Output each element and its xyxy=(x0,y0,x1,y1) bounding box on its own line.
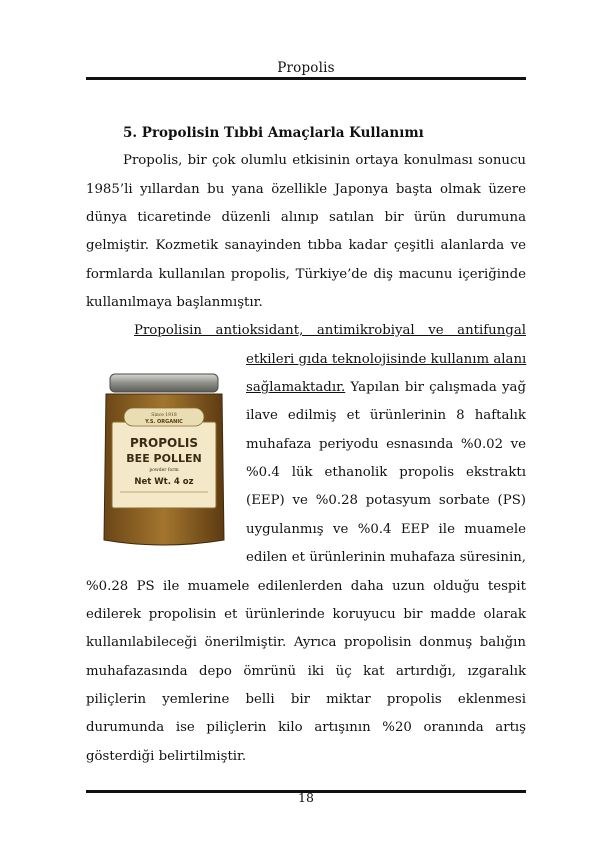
jar-brand: Y.S. ORGANIC xyxy=(145,419,183,425)
paragraph-line: edilen et ürünlerinin muhafaza süresinin, xyxy=(246,550,526,565)
jar-weight: Net Wt. 4 oz xyxy=(134,477,194,487)
paragraph-line: piliçlerin yemlerine belli bir miktar propolis eklenmesi xyxy=(86,692,526,707)
paragraph-line: formlarda kullanılan propolis, Türkiye’de diş macunu içeriğinde xyxy=(86,267,526,282)
paragraph-text: Yapılan bir çalışmada yağ xyxy=(345,380,526,395)
propolis-jar-image xyxy=(100,372,228,550)
paragraph-line: 1985’li yıllardan bu yana özellikle Japonya başta olmak üzere xyxy=(86,182,526,197)
paragraph-line: %0.28 PS ile muamele edilenlerden daha uzun olduğu tespit xyxy=(86,579,526,594)
section-heading: 5. Propolisin Tıbbi Amaçlarla Kullanımı xyxy=(123,125,424,141)
paragraph-line: gelmiştir. Kozmetik sanayinden tıbba kadar çeşitli alanlarda ve xyxy=(86,238,526,253)
jar-product-line1: PROPOLIS xyxy=(130,436,198,450)
paragraph-line-underlined: etkileri gıda teknolojisinde kullanım alanı xyxy=(246,352,527,367)
paragraph-line: durumunda ise piliçlerin kilo artışının %20 oranında artış xyxy=(86,720,526,735)
paragraph-line: %0.4 lük ethanolik propolis ekstraktı xyxy=(246,465,526,480)
paragraph-line: gösterdiği belirtilmiştir. xyxy=(86,749,247,764)
paragraph-line: ilave edilmiş et ürünlerinin 8 haftalık xyxy=(246,408,526,423)
running-header: Propolis xyxy=(277,60,335,76)
paragraph-line: dünya ticaretinde düzenli alınıp satılan bir ürün durumuna xyxy=(86,210,526,225)
paragraph-line: edilerek propolisin et ürünlerinde koruyucu bir madde olarak xyxy=(86,607,526,622)
paragraph-line: muhafazasında depo ömrünü iki üç kat artırdığı, ızgaralık xyxy=(86,664,526,679)
underlined-phrase: sağlamaktadır. xyxy=(246,380,346,395)
paragraph-line: (EEP) ve %0.28 potasyum sorbate (PS) xyxy=(246,493,526,508)
jar-product-line2: BEE POLLEN xyxy=(126,452,202,465)
paragraph-line-underlined: Propolisin antioksidant, antimikrobiyal ve antifungal xyxy=(134,323,526,338)
jar-form: powder form xyxy=(149,468,179,473)
paragraph-line: Propolis, bir çok olumlu etkisinin ortaya konulması sonucu xyxy=(123,153,526,168)
page-number: 18 xyxy=(298,790,314,805)
header-rule xyxy=(86,77,526,80)
paragraph-line: kullanılabileceği önerilmiştir. Ayrıca propolisin donmuş balığın xyxy=(86,635,526,650)
paragraph-line: kullanılmaya başlanmıştır. xyxy=(86,295,263,310)
paragraph-line: muhafaza periyodu esnasında %0.02 ve xyxy=(246,437,526,452)
jar-brand-line: Since 1918 xyxy=(151,413,177,418)
paragraph-line: uygulanmış ve %0.4 EEP ile muamele xyxy=(246,522,526,537)
paragraph-line xyxy=(246,380,526,396)
